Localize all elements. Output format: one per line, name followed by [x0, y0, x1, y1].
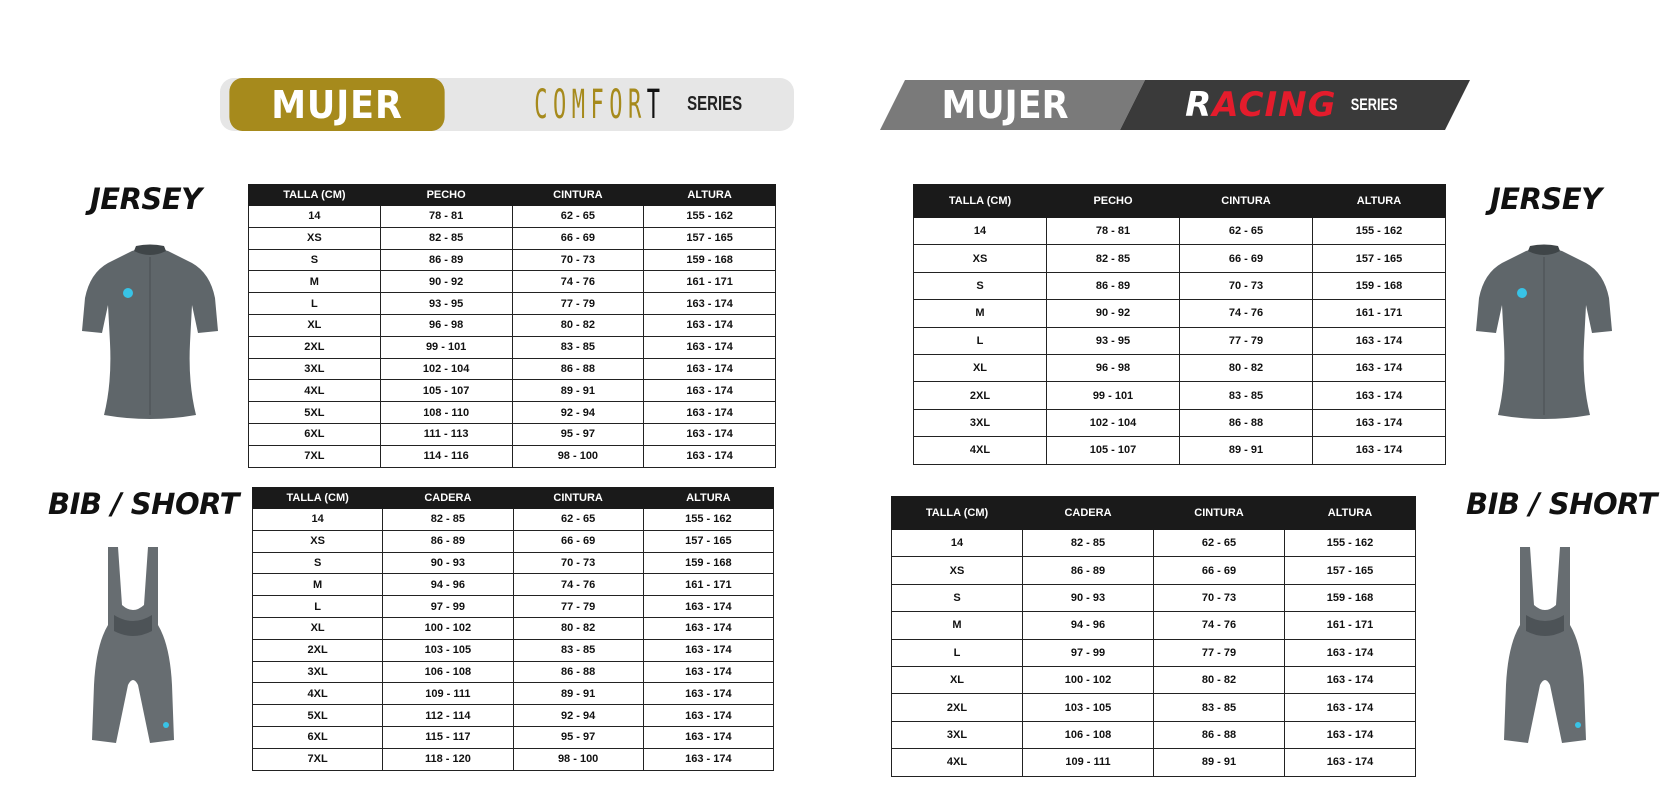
table-cell: 7XL [253, 748, 383, 770]
table-row [249, 423, 776, 445]
table-cell: 112 - 114 [383, 705, 513, 727]
table-cell: 94 - 96 [1023, 612, 1154, 639]
comfort-bib-size-table [252, 487, 774, 771]
left-jersey-title: JERSEY [90, 182, 202, 216]
column-header: TALLA (CM) [914, 185, 1047, 218]
table-cell: 3XL [249, 358, 381, 380]
comfort-gender-label: MUJER [229, 78, 444, 131]
table-cell: 2XL [914, 382, 1047, 409]
table-cell: M [914, 300, 1047, 327]
table-cell: XS [914, 245, 1047, 272]
table-row [249, 293, 776, 315]
right-bib-title: BIB / SHORT [1466, 487, 1657, 521]
table-row [249, 445, 776, 467]
table-row [253, 726, 774, 748]
table-cell: 90 - 93 [383, 552, 513, 574]
table-cell: 70 - 73 [513, 552, 643, 574]
table-cell: 80 - 82 [1154, 666, 1285, 693]
table-cell: 83 - 85 [1180, 382, 1313, 409]
table-cell: 62 - 65 [512, 206, 644, 228]
table-cell: XS [249, 227, 381, 249]
table-cell: 74 - 76 [1180, 300, 1313, 327]
table-cell: 159 - 168 [1285, 584, 1416, 611]
racing-series-title [1170, 80, 1420, 130]
column-header: PECHO [380, 185, 512, 206]
jersey-icon [1474, 243, 1614, 423]
table-row [914, 218, 1446, 245]
table-cell: 66 - 69 [512, 227, 644, 249]
table-cell: XL [914, 354, 1047, 381]
table-cell: L [249, 293, 381, 315]
table-cell: L [253, 596, 383, 618]
table-cell: 62 - 65 [1180, 218, 1313, 245]
column-header: CADERA [1023, 497, 1154, 530]
table-cell: 92 - 94 [512, 402, 644, 424]
table-cell: 80 - 82 [1180, 354, 1313, 381]
table-row [253, 509, 774, 531]
table-row [253, 617, 774, 639]
table-cell: 157 - 165 [644, 227, 776, 249]
table-cell: 78 - 81 [380, 206, 512, 228]
column-header: PECHO [1047, 185, 1180, 218]
table-cell: 4XL [892, 749, 1023, 776]
racing-jersey-size-table [913, 184, 1446, 465]
table-cell: 82 - 85 [383, 509, 513, 531]
table-cell: 118 - 120 [383, 748, 513, 770]
table-cell: 157 - 165 [1285, 557, 1416, 584]
table-cell: 103 - 105 [383, 639, 513, 661]
table-cell: 163 - 174 [643, 705, 773, 727]
table-cell: 14 [892, 530, 1023, 557]
table-cell: 96 - 98 [1047, 354, 1180, 381]
table-row [249, 249, 776, 271]
table-cell: S [253, 552, 383, 574]
column-header: ALTURA [643, 488, 773, 509]
table-cell: S [249, 249, 381, 271]
table-cell: 82 - 85 [1023, 530, 1154, 557]
table-cell: 163 - 174 [644, 293, 776, 315]
table-cell: 70 - 73 [1180, 272, 1313, 299]
table-cell: XS [253, 530, 383, 552]
table-cell: XL [249, 314, 381, 336]
column-header: ALTURA [644, 185, 776, 206]
table-cell: 163 - 174 [643, 596, 773, 618]
table-cell: 159 - 168 [1313, 272, 1446, 299]
table-cell: 4XL [253, 683, 383, 705]
table-row [914, 272, 1446, 299]
table-row [914, 300, 1446, 327]
table-row [253, 705, 774, 727]
table-cell: 5XL [253, 705, 383, 727]
table-row [249, 358, 776, 380]
table-cell: S [914, 272, 1047, 299]
table-cell: 14 [249, 206, 381, 228]
table-cell: 6XL [249, 423, 381, 445]
right-jersey-title: JERSEY [1490, 182, 1602, 216]
table-header-row [914, 185, 1446, 218]
table-cell: 86 - 88 [512, 358, 644, 380]
table-cell: 7XL [249, 445, 381, 467]
table-cell: 95 - 97 [513, 726, 643, 748]
column-header: CINTURA [1154, 497, 1285, 530]
table-row [249, 402, 776, 424]
table-cell: 3XL [914, 409, 1047, 436]
table-cell: 100 - 102 [383, 617, 513, 639]
comfort-jersey-size-table [248, 184, 776, 468]
table-cell: 2XL [253, 639, 383, 661]
bib-short-icon [1500, 545, 1590, 745]
table-row [253, 748, 774, 770]
table-cell: 163 - 174 [644, 380, 776, 402]
table-cell: 82 - 85 [380, 227, 512, 249]
table-row [892, 721, 1416, 748]
comfort-series-word: COMFORT [534, 81, 666, 128]
table-cell: 99 - 101 [1047, 382, 1180, 409]
table-cell: 83 - 85 [1154, 694, 1285, 721]
table-cell: 163 - 174 [644, 358, 776, 380]
table-cell: 163 - 174 [1313, 354, 1446, 381]
table-row [253, 639, 774, 661]
racing-series-word-b: ACING [1212, 85, 1337, 125]
table-cell: 14 [914, 218, 1047, 245]
column-header: CINTURA [513, 488, 643, 509]
table-row [249, 227, 776, 249]
table-cell: 163 - 174 [644, 336, 776, 358]
table-row [892, 612, 1416, 639]
table-cell: 99 - 101 [380, 336, 512, 358]
table-row [892, 666, 1416, 693]
table-cell: 66 - 69 [513, 530, 643, 552]
table-cell: 157 - 165 [1313, 245, 1446, 272]
table-cell: 157 - 165 [643, 530, 773, 552]
table-cell: 92 - 94 [513, 705, 643, 727]
table-cell: 163 - 174 [1313, 382, 1446, 409]
table-cell: 105 - 107 [380, 380, 512, 402]
table-cell: 86 - 89 [1023, 557, 1154, 584]
table-cell: 77 - 79 [512, 293, 644, 315]
table-cell: XS [892, 557, 1023, 584]
table-cell: 163 - 174 [1313, 409, 1446, 436]
table-cell: 62 - 65 [1154, 530, 1285, 557]
table-cell: 163 - 174 [1285, 749, 1416, 776]
table-cell: 90 - 93 [1023, 584, 1154, 611]
column-header: ALTURA [1313, 185, 1446, 218]
table-cell: 86 - 89 [383, 530, 513, 552]
column-header: CINTURA [512, 185, 644, 206]
table-cell: 77 - 79 [1154, 639, 1285, 666]
table-row [914, 409, 1446, 436]
table-cell: 6XL [253, 726, 383, 748]
table-cell: 90 - 92 [1047, 300, 1180, 327]
racing-gender-label: MUJER [941, 83, 1069, 127]
table-cell: 14 [253, 509, 383, 531]
table-row [253, 661, 774, 683]
table-cell: 74 - 76 [513, 574, 643, 596]
table-row [892, 694, 1416, 721]
table-row [914, 382, 1446, 409]
table-row [892, 639, 1416, 666]
table-cell: 163 - 174 [644, 314, 776, 336]
comfort-series-title [454, 78, 794, 131]
table-cell: 155 - 162 [644, 206, 776, 228]
table-cell: 159 - 168 [644, 249, 776, 271]
table-row [914, 354, 1446, 381]
table-cell: M [253, 574, 383, 596]
table-header-row [892, 497, 1416, 530]
table-cell: 163 - 174 [644, 423, 776, 445]
table-header-row [253, 488, 774, 509]
table-cell: L [914, 327, 1047, 354]
table-cell: 77 - 79 [513, 596, 643, 618]
table-cell: 98 - 100 [513, 748, 643, 770]
table-cell: M [892, 612, 1023, 639]
bib-short-icon [88, 545, 178, 745]
table-row [253, 552, 774, 574]
table-cell: 155 - 162 [1285, 530, 1416, 557]
table-cell: 93 - 95 [1047, 327, 1180, 354]
table-row [892, 557, 1416, 584]
table-cell: 3XL [892, 721, 1023, 748]
table-cell: 89 - 91 [513, 683, 643, 705]
table-cell: 74 - 76 [1154, 612, 1285, 639]
table-row [249, 314, 776, 336]
table-cell: 89 - 91 [1154, 749, 1285, 776]
table-cell: 163 - 174 [1285, 694, 1416, 721]
table-cell: 161 - 171 [644, 271, 776, 293]
table-cell: 163 - 174 [1285, 639, 1416, 666]
table-cell: 163 - 174 [1313, 437, 1446, 464]
table-row [253, 574, 774, 596]
table-cell: 161 - 171 [1313, 300, 1446, 327]
table-cell: 86 - 88 [513, 661, 643, 683]
table-cell: 108 - 110 [380, 402, 512, 424]
table-cell: 83 - 85 [513, 639, 643, 661]
table-cell: 163 - 174 [643, 639, 773, 661]
table-row [249, 336, 776, 358]
table-cell: 163 - 174 [644, 445, 776, 467]
table-cell: 86 - 88 [1180, 409, 1313, 436]
table-row [892, 749, 1416, 776]
table-cell: 86 - 88 [1154, 721, 1285, 748]
table-cell: 161 - 171 [643, 574, 773, 596]
table-row [914, 327, 1446, 354]
table-cell: 98 - 100 [512, 445, 644, 467]
table-cell: 100 - 102 [1023, 666, 1154, 693]
table-cell: 83 - 85 [512, 336, 644, 358]
table-row [253, 596, 774, 618]
table-cell: 94 - 96 [383, 574, 513, 596]
table-cell: 70 - 73 [512, 249, 644, 271]
table-cell: 155 - 162 [643, 509, 773, 531]
table-cell: 62 - 65 [513, 509, 643, 531]
table-row [249, 206, 776, 228]
table-cell: 90 - 92 [380, 271, 512, 293]
table-row [249, 380, 776, 402]
table-row [253, 683, 774, 705]
table-cell: 163 - 174 [643, 748, 773, 770]
table-cell: 4XL [914, 437, 1047, 464]
table-cell: 86 - 89 [380, 249, 512, 271]
table-cell: 70 - 73 [1154, 584, 1285, 611]
racing-bib-size-table [891, 496, 1416, 777]
table-cell: 163 - 174 [643, 726, 773, 748]
table-cell: M [249, 271, 381, 293]
table-cell: S [892, 584, 1023, 611]
table-cell: 109 - 111 [1023, 749, 1154, 776]
column-header: TALLA (CM) [253, 488, 383, 509]
comfort-series-label: SERIES [687, 93, 743, 115]
table-cell: 109 - 111 [383, 683, 513, 705]
table-cell: 86 - 89 [1047, 272, 1180, 299]
table-cell: 66 - 69 [1180, 245, 1313, 272]
table-cell: 103 - 105 [1023, 694, 1154, 721]
table-header-row [249, 185, 776, 206]
table-cell: 93 - 95 [380, 293, 512, 315]
table-cell: 95 - 97 [512, 423, 644, 445]
table-cell: 4XL [249, 380, 381, 402]
table-cell: L [892, 639, 1023, 666]
table-cell: 89 - 91 [1180, 437, 1313, 464]
table-cell: 163 - 174 [1313, 327, 1446, 354]
racing-series-label: SERIES [1350, 95, 1398, 114]
table-cell: 3XL [253, 661, 383, 683]
racing-series-word-a: R [1185, 85, 1213, 125]
table-cell: 106 - 108 [383, 661, 513, 683]
table-cell: 163 - 174 [643, 617, 773, 639]
table-cell: 163 - 174 [643, 661, 773, 683]
table-cell: 115 - 117 [383, 726, 513, 748]
table-row [892, 530, 1416, 557]
table-cell: 97 - 99 [1023, 639, 1154, 666]
table-cell: 102 - 104 [1047, 409, 1180, 436]
table-cell: 159 - 168 [643, 552, 773, 574]
table-cell: 2XL [249, 336, 381, 358]
jersey-icon [80, 243, 220, 423]
column-header: TALLA (CM) [249, 185, 381, 206]
table-cell: 77 - 79 [1180, 327, 1313, 354]
table-cell: 106 - 108 [1023, 721, 1154, 748]
table-cell: 2XL [892, 694, 1023, 721]
column-header: TALLA (CM) [892, 497, 1023, 530]
table-cell: 74 - 76 [512, 271, 644, 293]
table-cell: 155 - 162 [1313, 218, 1446, 245]
table-cell: 163 - 174 [1285, 721, 1416, 748]
table-cell: 114 - 116 [380, 445, 512, 467]
table-cell: 97 - 99 [383, 596, 513, 618]
column-header: CADERA [383, 488, 513, 509]
table-cell: 5XL [249, 402, 381, 424]
table-cell: 82 - 85 [1047, 245, 1180, 272]
table-cell: 78 - 81 [1047, 218, 1180, 245]
racing-series-word [1185, 85, 1336, 125]
table-cell: 80 - 82 [512, 314, 644, 336]
table-row [249, 271, 776, 293]
table-cell: 111 - 113 [380, 423, 512, 445]
column-header: ALTURA [1285, 497, 1416, 530]
table-cell: 163 - 174 [643, 683, 773, 705]
table-cell: 66 - 69 [1154, 557, 1285, 584]
table-cell: 89 - 91 [512, 380, 644, 402]
table-cell: 161 - 171 [1285, 612, 1416, 639]
table-cell: 163 - 174 [644, 402, 776, 424]
table-row [914, 437, 1446, 464]
table-cell: 80 - 82 [513, 617, 643, 639]
left-bib-title: BIB / SHORT [48, 487, 239, 521]
table-cell: 105 - 107 [1047, 437, 1180, 464]
table-row [253, 530, 774, 552]
table-row [892, 584, 1416, 611]
table-cell: 96 - 98 [380, 314, 512, 336]
table-cell: 102 - 104 [380, 358, 512, 380]
table-cell: XL [253, 617, 383, 639]
table-row [914, 245, 1446, 272]
table-cell: 163 - 174 [1285, 666, 1416, 693]
table-cell: XL [892, 666, 1023, 693]
column-header: CINTURA [1180, 185, 1313, 218]
